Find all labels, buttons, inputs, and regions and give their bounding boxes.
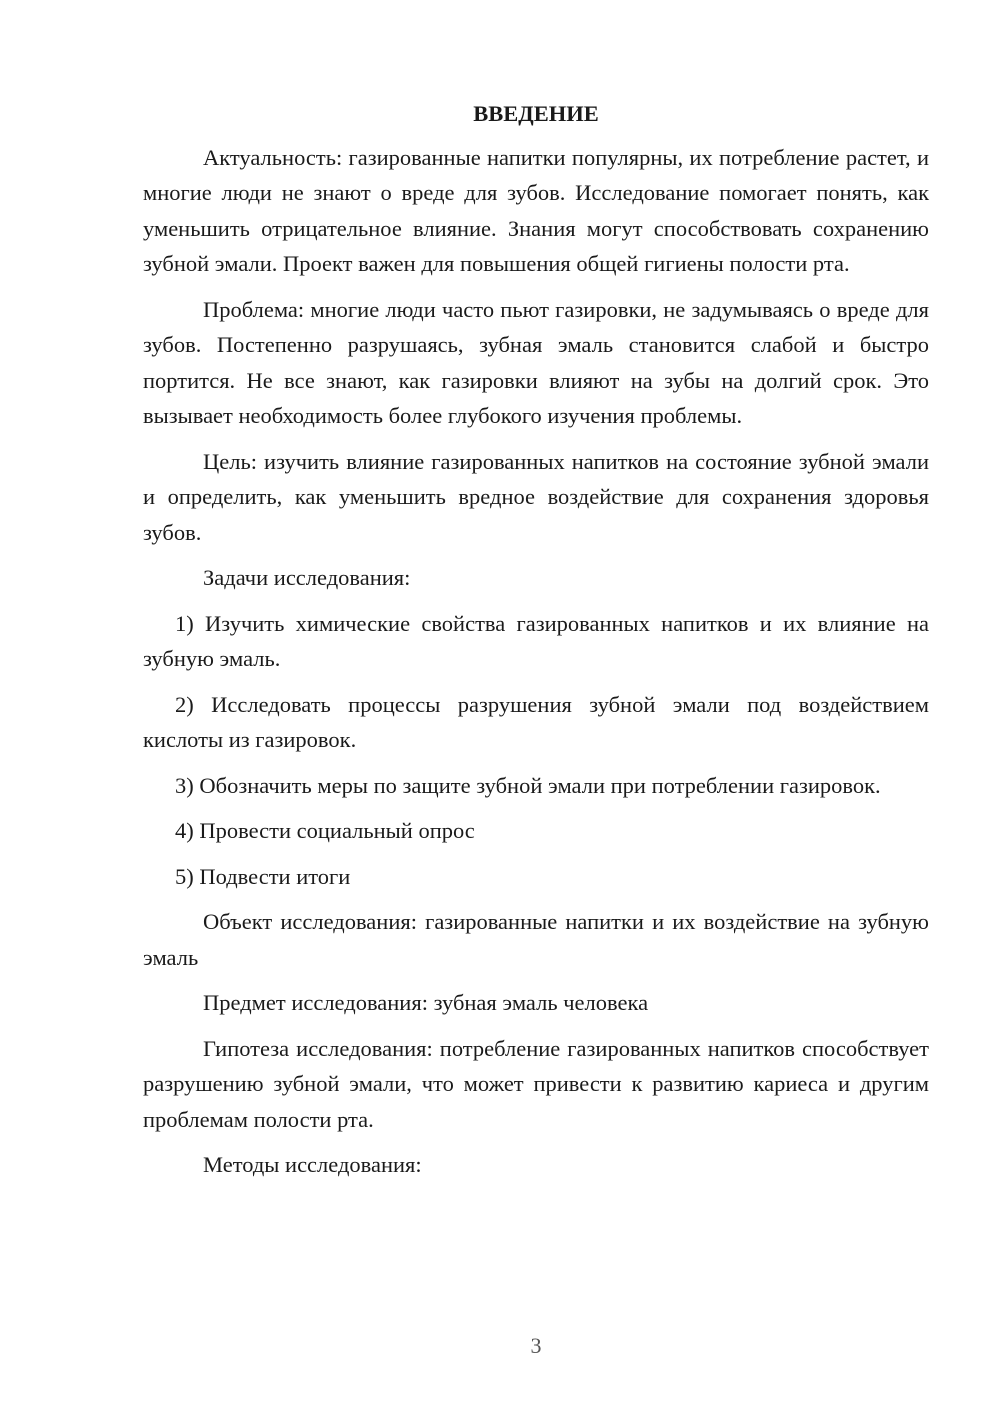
task-item-2: 2) Исследовать процессы разрушения зубной эмали под воздействием кислоты из газировок. [143, 691, 929, 752]
hypothesis-paragraph: Гипотеза исследования: потребление газированных напитков способствует разрушению зубной эмали, что может привести к развитию кариеса и другим проблемам полости рта. [143, 1035, 929, 1132]
task-item-3: 3) Обозначить меры по защите зубной эмали при потреблении газировок. [175, 772, 881, 798]
task-item-4: 4) Провести социальный опрос [175, 818, 475, 843]
page-title: ВВЕДЕНИЕ [473, 101, 599, 126]
problem-paragraph: Проблема: многие люди часто пьют газировки, не задумываясь о вреде для зубов. Постепенно разрушаясь, зубная эмаль становится слабой и быстро портится. Не все знают, как газировки влияют на зубы на долгий срок. Это вызывает необходимость более глубокого изучения проблемы. [143, 296, 929, 428]
task-item-5: 5) Подвести итоги [175, 863, 351, 889]
task-item-1: 1) Изучить химические свойства газированных напитков и их влияние на зубную эмаль. [143, 610, 929, 671]
page-number: 3 [530, 1333, 542, 1358]
methods-heading: Методы исследования: [203, 1152, 422, 1177]
object-paragraph: Объект исследования: газированные напитки и их воздействие на зубную эмаль [143, 909, 929, 970]
relevance-paragraph: Актуальность: газированные напитки популярны, их потребление растет, и многие люди не знают о вреде для зубов. Исследование помогает понять, как уменьшить отрицательное влияние. Знания могут способствовать сохранению зубной эмали. Проект важен для повышения общей гигиены полости рта. [143, 144, 929, 276]
page-content [143, 96, 929, 1193]
goal-paragraph: Цель: изучить влияние газированных напитков на состояние зубной эмали и определить, как уменьшить вредное воздействие для сохранения здоровья зубов. [143, 448, 929, 545]
subject-paragraph: Предмет исследования: зубная эмаль человека [203, 990, 649, 1015]
tasks-heading: Задачи исследования: [203, 565, 411, 590]
